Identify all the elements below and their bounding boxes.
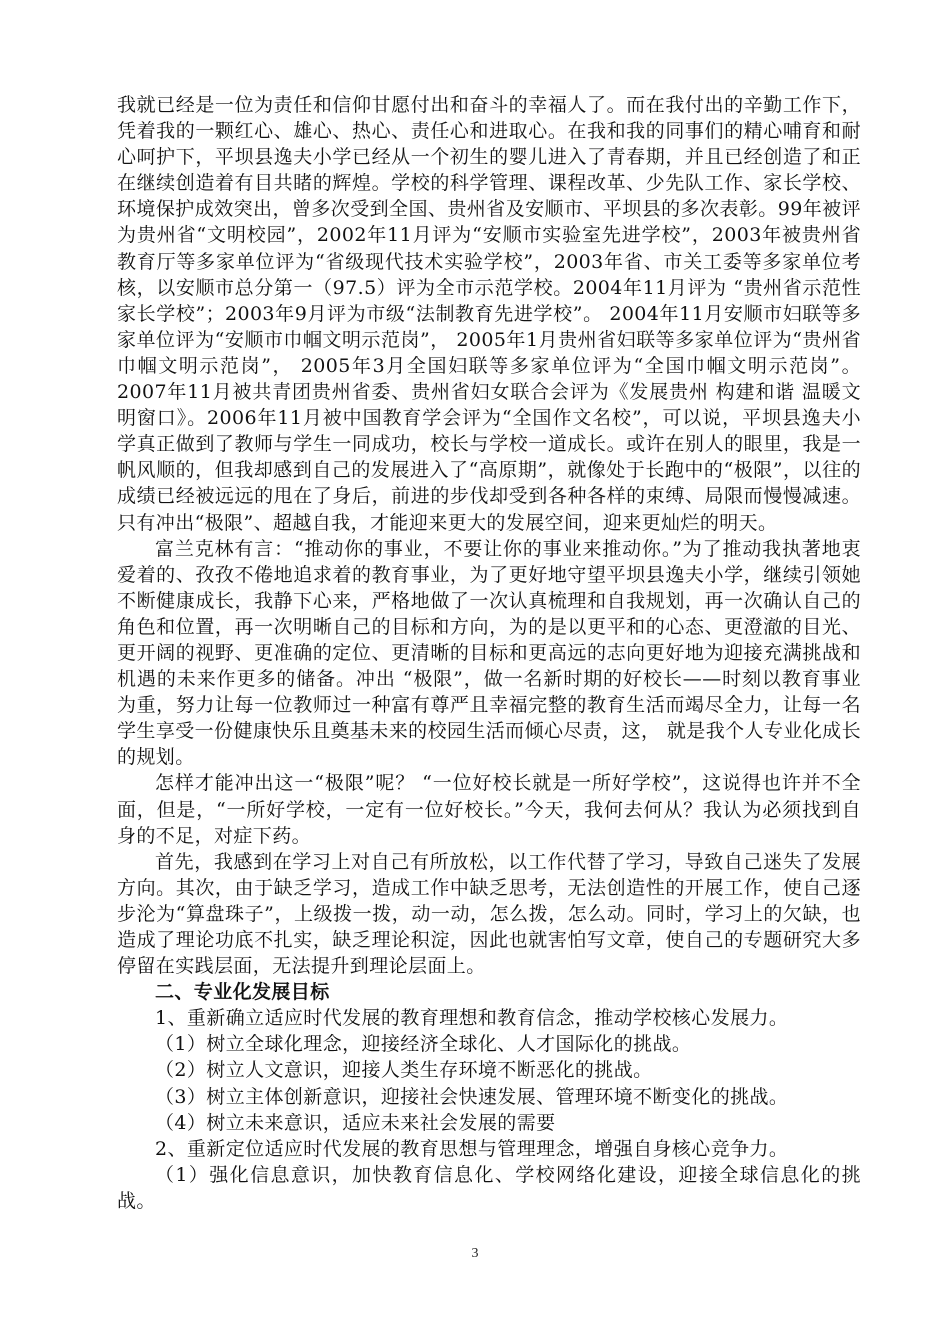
goal-subitem-1-4: （4）树立未来意识，适应未来社会发展的需要 (155, 1111, 556, 1134)
body-paragraph-2: 富兰克林有言：“推动你的事业，不要让你的事业来推动你。”为了推动我执著地衷爱着的、孜孜不倦地追求着的教育事业，为了更好地守望平坝县逸夫小学，继续引领她不断健康成长，我静下心来，严格地做了一次认真梳理和自我规划，再一次确认自己的角色和位置，再一次明晰自己的目标和方向，为的是以更平和的心态、更澄澈的目光、更开阔的视野、更准确的定位、更清晰的目标和更高远的志向更好地为迎接充满挑战和机遇的未来作更多的储备。冲出 “极限”，做一名新时期的好校长——时刻以教育事业为重，努力让每一位教师过一种富有尊严且幸福完整的教育生活而竭尽全力，让每一名学生享受一份健康快乐且奠基未来的校园生活而倾心尽责，这， 就是我个人专业化成长的规划。 (117, 537, 861, 769)
document-page (117, 92, 861, 1214)
body-paragraph-4: 首先，我感到在学习上对自己有所放松，以工作代替了学习，导致自己迷失了发展方向。其次，由于缺乏学习，造成工作中缺乏思考，无法创造性的开展工作，使自己逐步沦为“算盘珠子”，上级拨一拨，动一动，怎么拨，怎么动。同时，学习上的欠缺，也造成了理论功底不扎实，缺乏理论积淀，因此也就害怕写文章，使自己的专题研究大多停留在实践层面，无法提升到理论层面上。 (117, 850, 861, 978)
goal-subitem-1-1: （1）树立全球化理念，迎接经济全球化、人才国际化的挑战。 (155, 1033, 692, 1056)
goal-subitem-2-1: （1）强化信息意识，加快教育信息化、学校网络化建设，迎接全球信息化的挑战。 (117, 1163, 861, 1212)
goal-subitem-1-2: （2）树立人文意识，迎接人类生存环境不断恶化的挑战。 (155, 1059, 653, 1082)
page-number: 3 (471, 1246, 479, 1261)
goal-item-1: 1、重新确立适应时代发展的教育理想和教育信念，推动学校核心发展力。 (155, 1007, 789, 1030)
body-paragraph-1: 我就已经是一位为责任和信仰甘愿付出和奋斗的幸福人了。而在我付出的辛勤工作下，凭着我的一颗红心、雄心、热心、责任心和进取心。在我和我的同事们的精心哺育和耐心呵护下，平坝县逸夫小学已经从一个初生的婴儿进入了青春期，并且已经创造了和正在继续创造着有目共睹的辉煌。学校的科学管理、课程改革、少先队工作、家长学校、环境保护成效突出，曾多次受到全国、贵州省及安顺市、平坝县的多次表彰。99年被评为贵州省“文明校园”，2002年11月评为“安顺市实验室先进学校”，2003年被贵州省教育厅等多家单位评为“省级现代技术实验学校”，2003年省、市关工委等多家单位考核，以安顺市总分第一（97.5）评为全市示范学校。2004年11月评为 “贵州省示范性家长学校”；2003年9月评为市级“法制教育先进学校”。 2004年11月安顺市妇联等多家单位评为“安顺市巾帼文明示范岗”， 2005年1月贵州省妇联等多家单位评为“贵州省巾帼文明示范岗”， 2005年3月全国妇联等多家单位评为“全国巾帼文明示范岗”。2007年11月被共青团贵州省委、贵州省妇女联合会评为《发展贵州 构建和谐 温暖文明窗口》。2006年11月被中国教育学会评为“全国作文名校”，可以说，平坝县逸夫小学真正做到了教师与学生一同成功，校长与学校一道成长。或许在别人的眼里，我是一帆风顺的，但我却感到自己的发展进入了“高原期”，就像处于长跑中的“极限”，以往的成绩已经被远远的甩在了身后，前进的步伐却受到各种各样的束缚、局限而慢慢减速。只有冲出“极限”、超越自我，才能迎来更大的发展空间，迎来更灿烂的明天。 (117, 94, 861, 534)
goal-item-2: 2、重新定位适应时代发展的教育思想与管理理念，增强自身核心竞争力。 (155, 1137, 789, 1160)
goal-subitem-1-3: （3）树立主体创新意识，迎接社会快速发展、管理环境不断变化的挑战。 (155, 1085, 789, 1108)
body-paragraph-3: 怎样才能冲出这一“极限”呢？ “一位好校长就是一所好学校”，这说得也许并不全面，但是，“一所好学校，一定有一位好校长。”今天，我何去何从？我认为必须找到自身的不足，对症下药。 (117, 772, 861, 847)
section-heading: 二、专业化发展目标 (155, 981, 330, 1004)
